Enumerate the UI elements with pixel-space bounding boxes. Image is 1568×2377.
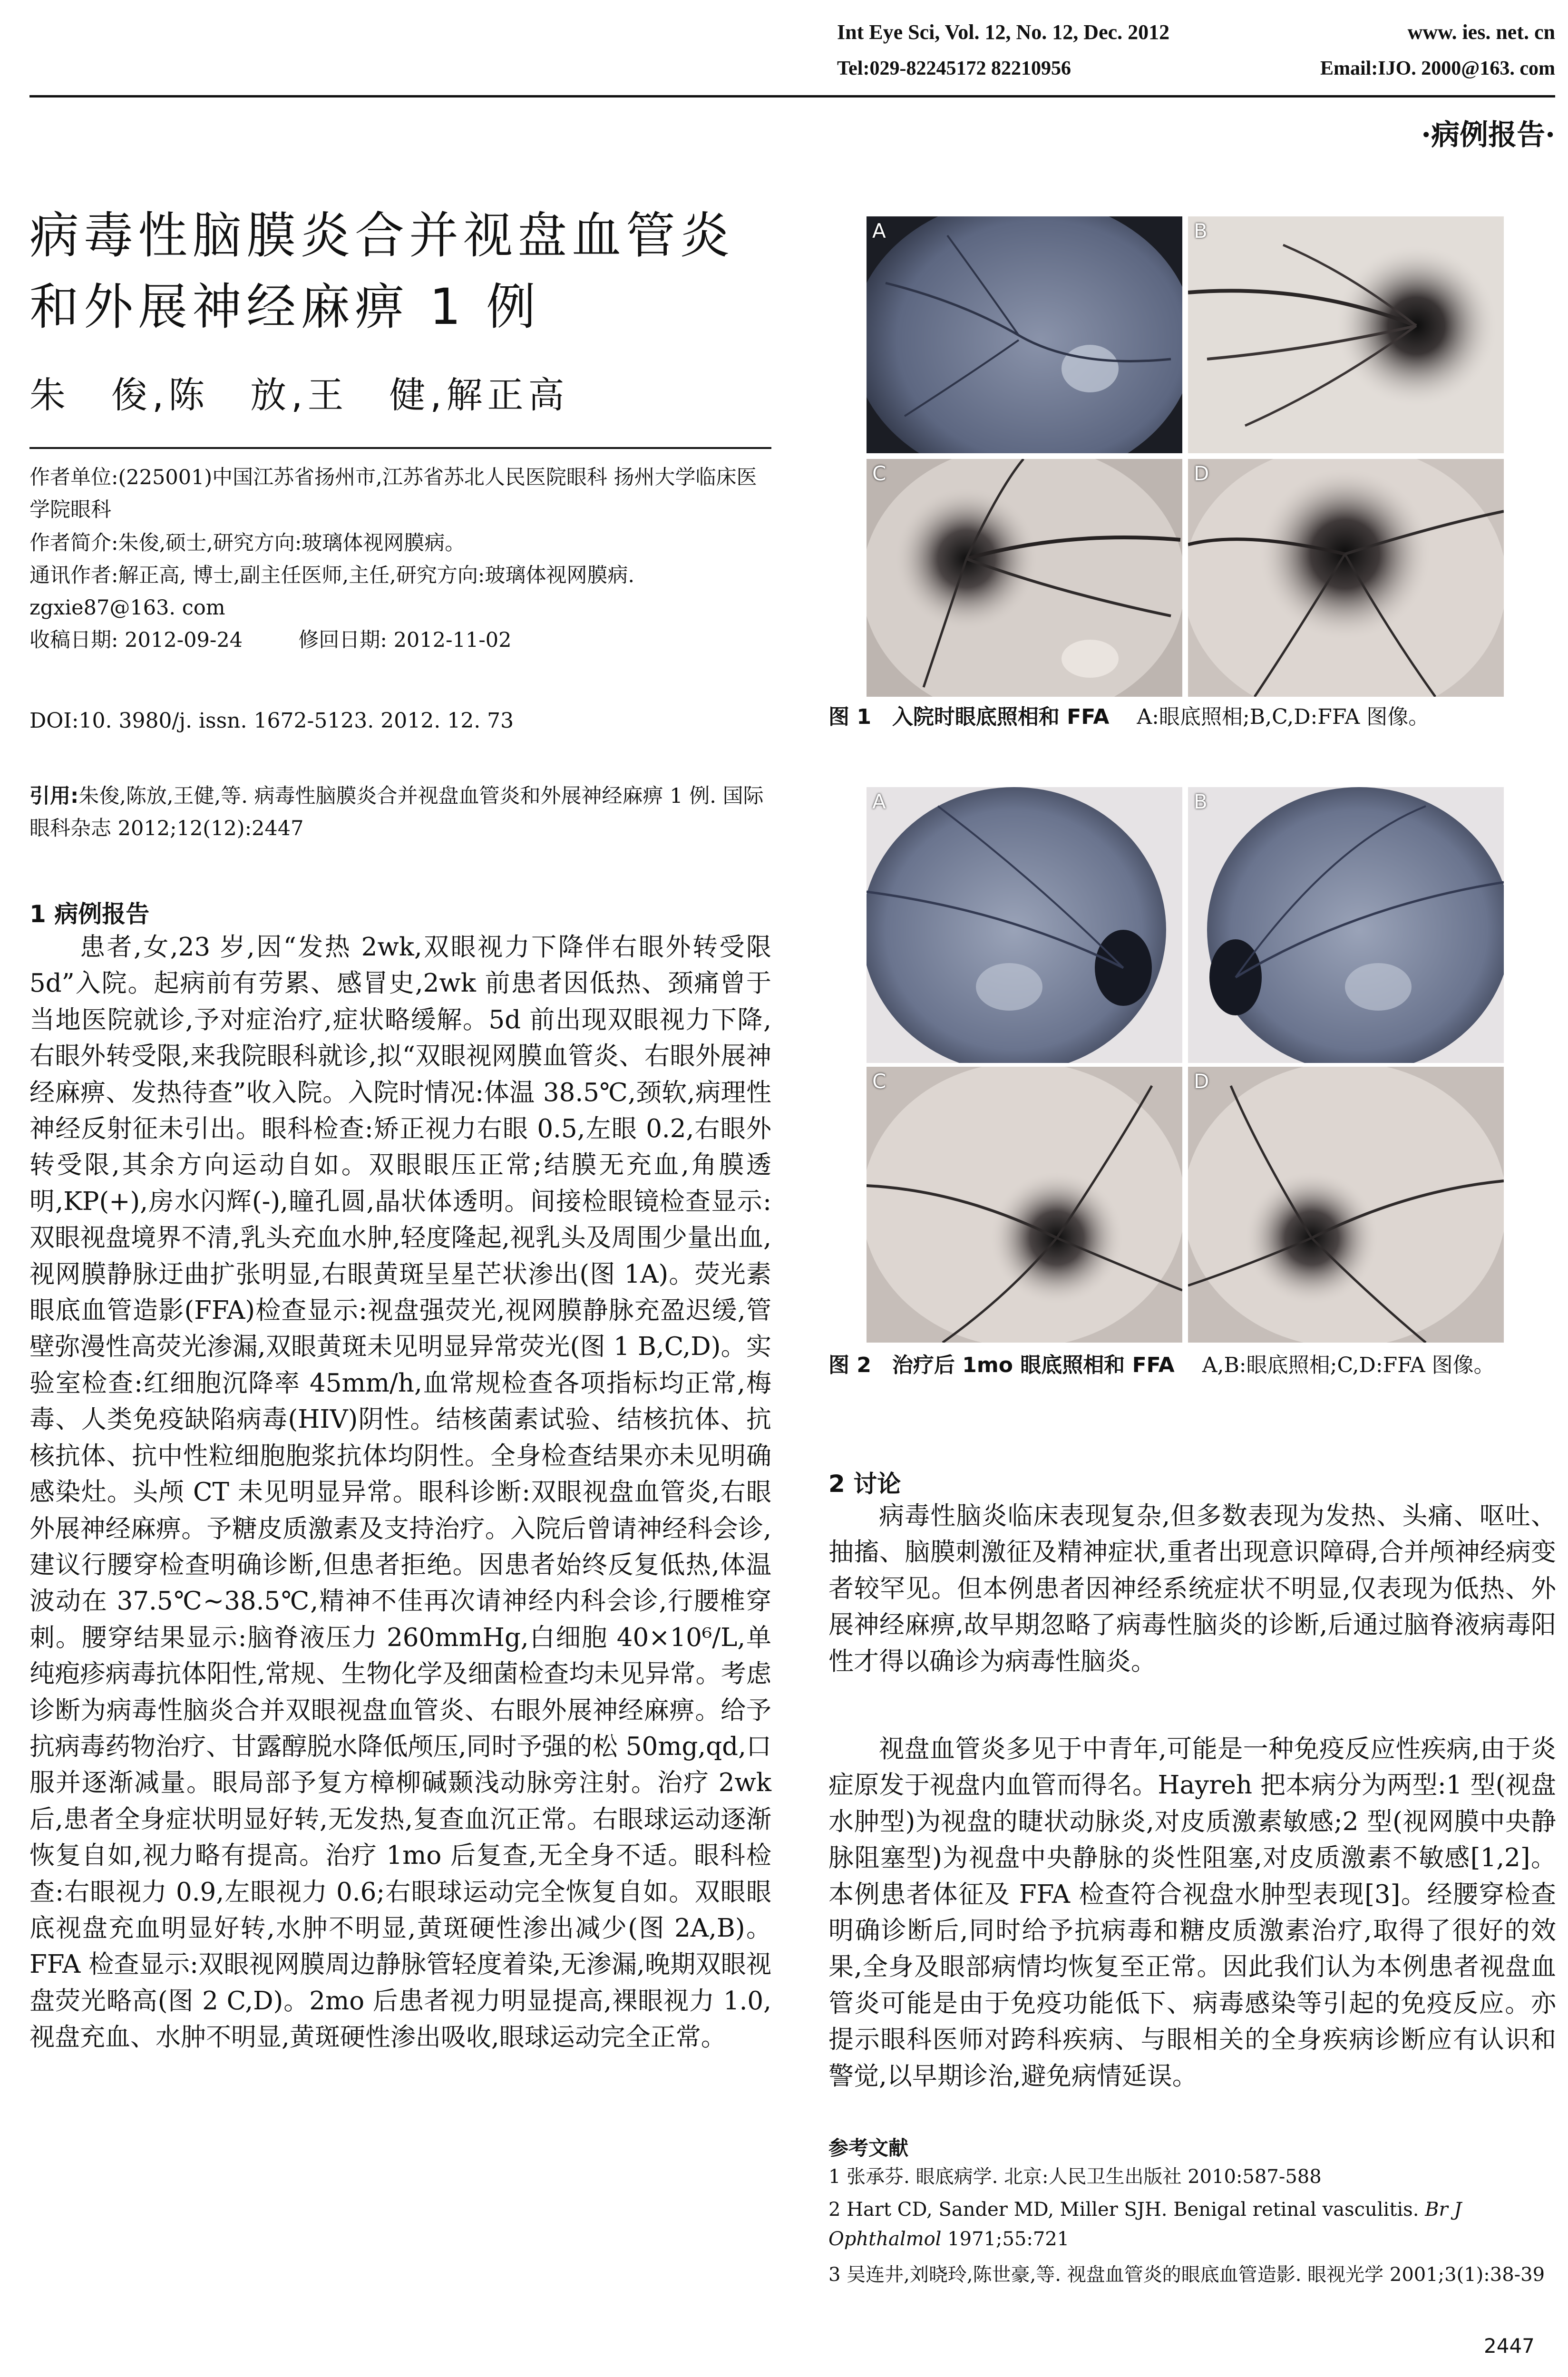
journal-citation: Int Eye Sci, Vol. 12, No. 12, Dec. 2012 [837,20,1170,44]
figure-2-panel-d [1188,1067,1504,1343]
corresponding-author: 通讯作者:解正高, 博士,副主任医师,主任,研究方向:玻璃体视网膜病. zgxie87@163. com [29,564,634,620]
journal-contact [837,57,1555,80]
journal-tel: Tel:029-82245172 82210956 [837,58,1071,79]
figure-1-panel-b [1188,216,1504,453]
citation [29,780,771,845]
author-divider [29,447,771,449]
reference-2-volume: 1971;55:721 [941,2228,1070,2250]
title-line-1: 病毒性脑膜炎合并视盘血管炎 [29,206,735,264]
discussion-paragraph-2: 视盘血管炎多见于中青年,可能是一种免疫反应性疾病,由于炎症原发于视盘内血管而得名。Hayreh 把本病分为两型:1 型(视盘水肿型)为视盘的睫状动脉炎,对皮质激素敏感;2 型(视网膜中央静脉阻塞型)为视盘中央静脉的炎性阻塞,对皮质激素不敏感[1,2]。本例患者体征及 FFA 检查符合视盘水肿型表现[3]。经腰穿检查明确诊断后,同时给予抗病毒和糖皮质激素治疗,取得了很好的效果,全身及眼部病情均恢复至正常。因此我们认为本例患者视盘血管炎可能是由于免疫功能低下、病毒感染等引起的免疫反应。亦提示眼科医师对跨科疾病、与眼相关的全身疾病诊断应有认识和警觉,以早期诊治,避免病情延误。 [828,1734,1556,2091]
figure-2 [867,787,1504,1343]
section-heading-case-report: 1 病例报告 [29,900,150,928]
figure-2-caption [828,1350,1556,1381]
panel-label: B [1194,219,1208,243]
author-list: 朱 俊,陈 放,王 健,解正高 [29,374,569,416]
journal-website[interactable]: www. ies. net. cn [1407,20,1555,44]
journal-email[interactable]: Email:IJO. 2000@163. com [1320,58,1555,79]
panel-label: D [1194,1070,1209,1093]
figure-2-caption-label: 图 2 治疗后 1mo 眼底照相和 FFA [828,1353,1175,1377]
panel-label: B [1194,790,1208,813]
panel-label: A [872,790,886,813]
figure-1-caption-label: 图 1 入院时眼底照相和 FFA [828,705,1110,729]
figure-1-panel-a [867,216,1182,453]
discussion-paragraph-1: 病毒性脑炎临床表现复杂,但多数表现为发热、头痛、呕吐、抽搐、脑膜刺激征及精神症状,重者出现意识障碍,合并颅神经病变者较罕见。但本例患者因神经系统症状不明显,仅表现为低热、外展神经麻痹,故早期忽略了病毒性脑炎的诊断,后通过脑脊液病毒阳性才得以确诊为病毒性脑炎。 [828,1501,1556,1676]
reference-1: 1 张承芬. 眼底病学. 北京:人民卫生出版社 2010:587-588 [828,2166,1322,2188]
header-divider [29,95,1555,97]
panel-label: C [872,1070,886,1093]
reference-2-journal: Br J Ophthalmol [828,2199,1462,2250]
article-title [29,200,771,342]
revised-date: 修回日期: 2012-11-02 [298,628,512,652]
reference-2 [828,2195,1556,2254]
section-tag: ·病例报告· [1421,118,1555,152]
received-date: 收稿日期: 2012-09-24 [29,628,243,652]
panel-label: A [872,219,886,243]
reference-3: 3 吴连井,刘晓玲,陈世豪,等. 视盘血管炎的眼底血管造影. 眼视光学 2001;3(1):38-39 [828,2264,1545,2286]
article-dates [29,624,771,656]
affiliation: 作者单位:(225001)中国江苏省扬州市,江苏省苏北人民医院眼科 扬州大学临床医学院眼科 [29,466,757,522]
figure-2-panel-b [1188,787,1504,1063]
section-heading-discussion: 2 讨论 [828,1470,901,1498]
figure-2-panel-a [867,787,1182,1063]
figure-2-caption-text: A,B:眼底照相;C,D:FFA 图像。 [1202,1353,1495,1377]
title-line-2: 和外展神经麻痹 1 例 [29,278,541,336]
panel-label: C [872,462,886,485]
author-bio: 作者简介:朱俊,硕士,研究方向:玻璃体视网膜病。 [29,531,466,555]
journal-header [837,20,1555,44]
figure-1-caption-text: A:眼底照相;B,C,D:FFA 图像。 [1137,705,1430,729]
references-heading: 参考文献 [828,2136,909,2160]
panel-label: D [1194,462,1209,485]
figure-1-panel-c [867,459,1182,697]
citation-text: 朱俊,陈放,王健,等. 病毒性脑膜炎合并视盘血管炎和外展神经麻痹 1 例. 国际眼科杂志 2012;12(12):2447 [29,784,764,840]
figure-2-panel-c [867,1067,1182,1343]
figure-1 [867,216,1504,697]
citation-label: 引用: [29,784,79,808]
reference-2-authors-title: 2 Hart CD, Sander MD, Miller SJH. Benigal retinal vasculitis. [828,2199,1425,2221]
figure-1-panel-d [1188,459,1504,697]
doi[interactable]: DOI:10. 3980/j. issn. 1672-5123. 2012. 12. 73 [29,709,514,733]
page-number: 2447 [1484,2334,1535,2358]
figure-1-caption [828,701,1556,733]
case-report-text: 患者,女,23 岁,因“发热 2wk,双眼视力下降伴右眼外转受限 5d”入院。起病前有劳累、感冒史,2wk 前患者因低热、颈痛曾于当地医院就诊,予对症治疗,症状略缓解。5d 前出现双眼视力下降,右眼外转受限,来我院眼科就诊,拟“双眼视网膜血管炎、右眼外展神经麻痹、发热待查”收入院。入院时情况:体温 38.5℃,颈软,病理性神经反射征未引出。眼科检查:矫正视力右眼 0.5,左眼 0.2,右眼外转受限,其余方向运动自如。双眼眼压正常;结膜无充血,角膜透明,KP(+),房水闪辉(-),瞳孔圆,晶状体透明。间接检眼镜检查显示:双眼视盘境界不清,乳头充血水肿,轻度隆起,视乳头及周围少量出血,视网膜静脉迂曲扩张明显,右眼黄斑呈星芒状渗出(图 1A)。荧光素眼底血管造影(FFA)检查显示:视盘强荧光,视网膜静脉充盈迟缓,管壁弥漫性高荧光渗漏,双眼黄斑未见明显异常荧光(图 1 B,C,D)。实验室检查:红细胞沉降率 45mm/h,血常规检查各项指标均正常,梅毒、人类免疫缺陷病毒(HIV)阴性。结核菌素试验、结核抗体、抗核抗体、抗中性粒细胞胞浆抗体均阴性。全身检查结果亦未见明确感染灶。头颅 CT 未见明显异常。眼科诊断:双眼视盘血管炎,右眼外展神经麻痹。予糖皮质激素及支持治疗。入院后曾请神经科会诊,建议行腰穿检查明确诊断,但患者拒绝。因患者始终反复低热,体温波动在 37.5℃~38.5℃,精神不佳再次请神经内科会诊,行腰椎穿刺。腰穿结果显示:脑脊液压力 260mmHg,白细胞 40×10⁶/L,单纯疱疹病毒抗体阳性,常规、生物化学及细菌检查均未见异常。考虑诊断为病毒性脑炎合并双眼视盘血管炎、右眼外展神经麻痹。给予抗病毒药物治疗、甘露醇脱水降低颅压,同时予强的松 50mg,qd,口服并逐渐减量。眼局部予复方樟柳碱颞浅动脉旁注射。治疗 2wk 后,患者全身症状明显好转,无发热,复查血沉正常。右眼球运动逐渐恢复自如,视力略有提高。治疗 1mo 后复查,无全身不适。眼科检查:右眼视力 0.9,左眼视力 0.6;右眼球运动完全恢复自如。双眼眼底视盘充血明显好转,水肿不明显,黄斑硬性渗出减少(图 2A,B)。FFA 检查显示:双眼视网膜周边静脉管轻度着染,无渗漏,晚期双眼视盘荧光略高(图 2 C,D)。2mo 后患者视力明显提高,裸眼视力 1.0,视盘充血、水肿不明显,黄斑硬性渗出吸收,眼球运动完全正常。 [29,933,771,2052]
